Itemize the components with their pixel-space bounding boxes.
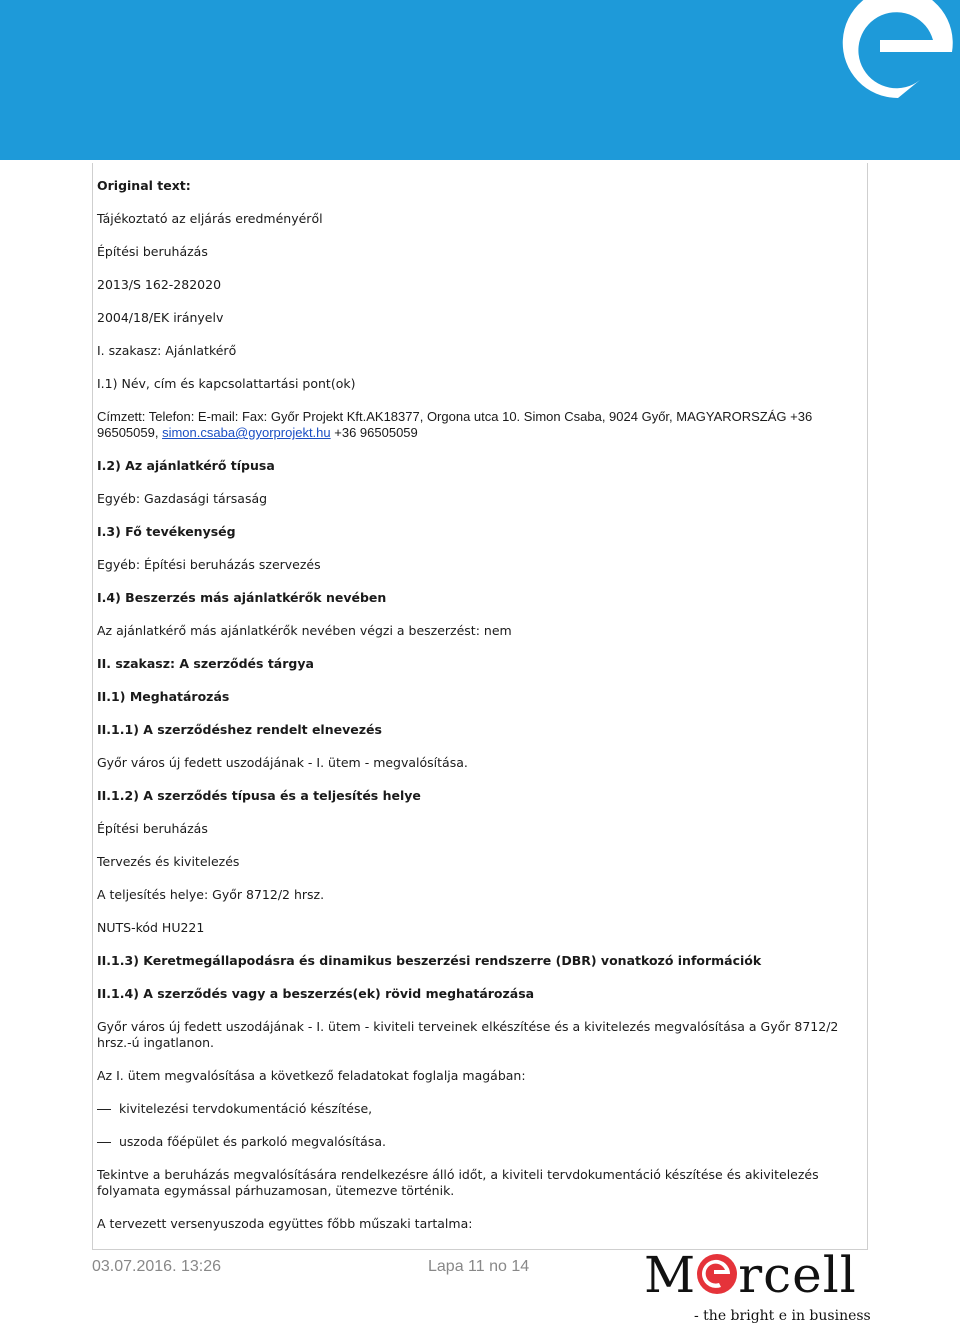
bullet-item-1 (97, 1101, 372, 1117)
section-ii14-paragraph-4: A tervezett versenyuszoda együttes főbb műszaki tartalma: (97, 1216, 473, 1231)
footer-date: 03.07.2016. 13:26 (92, 1258, 222, 1275)
bullet-text: kivitelezési tervdokumentáció készítése, (119, 1101, 373, 1116)
dash-bullet-icon (97, 1142, 111, 1143)
bullet-text: uszoda főépület és parkoló megvalósítása. (119, 1134, 386, 1149)
original-text-label: Original text: (97, 178, 191, 193)
section-i1-title: I.1) Név, cím és kapcsolattartási pont(ok) (97, 376, 356, 391)
contact-phone: 96505059, (97, 425, 163, 440)
section-ii14-paragraph-2: Az I. ütem megvalósítása a következő feladatokat foglalja magában: (97, 1068, 526, 1083)
header-band (0, 0, 960, 160)
logo-letter-m: M (644, 1246, 697, 1304)
contact-line-1: Címzett: Telefon: E-mail: Fax: Győr Projekt Kft.AK18377, Orgona utca 10. Simon Csaba, 9024 Győr, MAGYARORSZÁG +36 (97, 409, 813, 424)
contact-fax: +36 96505059 (330, 425, 418, 440)
section-i2-title: I.2) Az ajánlatkérő típusa (97, 458, 275, 473)
section-ii12-value-4: NUTS-kód HU221 (97, 920, 205, 935)
section-i3-value: Egyéb: Építési beruházás szervezés (97, 557, 321, 572)
brand-e-icon (820, 0, 960, 110)
logo-tagline: - the bright e in business (694, 1308, 871, 1324)
section-ii12-value-3: A teljesítés helye: Győr 8712/2 hrsz. (97, 887, 325, 902)
section-ii14-paragraph-3: Tekintve a beruházás megvalósítására rendelkezésre álló időt, a kiviteli tervdokumentáció készítése és akivitelezés folyamata egymással párhuzamosan, ütemezve történik. (97, 1167, 819, 1198)
section-ii14-title: II.1.4) A szerződés vagy a beszerzés(ek) rövid meghatározása (97, 986, 535, 1001)
logo-letters-rcell: rcell (738, 1246, 857, 1304)
logo-e-icon (697, 1254, 737, 1294)
contact-email-link[interactable]: simon.csaba@gyorprojekt.hu (162, 425, 331, 440)
marcell-logo (640, 1246, 871, 1327)
section-ii13-title: II.1.3) Keretmegállapodásra és dinamikus beszerzési rendszerre (DBR) vonatkozó információk (97, 953, 762, 968)
frame-right-border (867, 163, 868, 1249)
directive: 2004/18/EK irányelv (97, 310, 224, 325)
section-ii11-value: Győr város új fedett uszodájának - I. ütem - megvalósítása. (97, 755, 468, 770)
section-i4-value: Az ajánlatkérő más ajánlatkérők nevében végzi a beszerzést: nem (97, 623, 512, 638)
section-i4-title: I.4) Beszerzés más ajánlatkérők nevében (97, 590, 387, 605)
section-i3-title: I.3) Fő tevékenység (97, 524, 236, 539)
notice-type: Építési beruházás (97, 244, 208, 259)
dash-bullet-icon (97, 1109, 111, 1110)
section-ii-title: II. szakasz: A szerződés tárgya (97, 656, 314, 671)
notice-reference: 2013/S 162-282020 (97, 277, 222, 292)
section-ii12-value-2: Tervezés és kivitelezés (97, 854, 240, 869)
section-ii11-title: II.1.1) A szerződéshez rendelt elnevezés (97, 722, 382, 737)
contact-line-2 (97, 425, 418, 441)
section-ii12-value-1: Építési beruházás (97, 821, 208, 836)
section-ii12-title: II.1.2) A szerződés típusa és a teljesítés helye (97, 788, 421, 803)
section-i-title: I. szakasz: Ajánlatkérő (97, 343, 237, 358)
frame-left-border (92, 163, 93, 1249)
section-ii14-paragraph-1: Győr város új fedett uszodájának - I. ütem - kiviteli terveinek elkészítése és a kivitelezés megvalósítása a Győr 8712/2 hrsz.-ú ingatlanon. (97, 1019, 839, 1050)
notice-title: Tájékoztató az eljárás eredményéről (97, 211, 323, 226)
bullet-item-2 (97, 1134, 386, 1150)
footer-page-number: Lapa 11 no 14 (428, 1258, 530, 1275)
section-i2-value: Egyéb: Gazdasági társaság (97, 491, 268, 506)
section-ii1-title: II.1) Meghatározás (97, 689, 230, 704)
logo-wordmark (644, 1246, 857, 1304)
